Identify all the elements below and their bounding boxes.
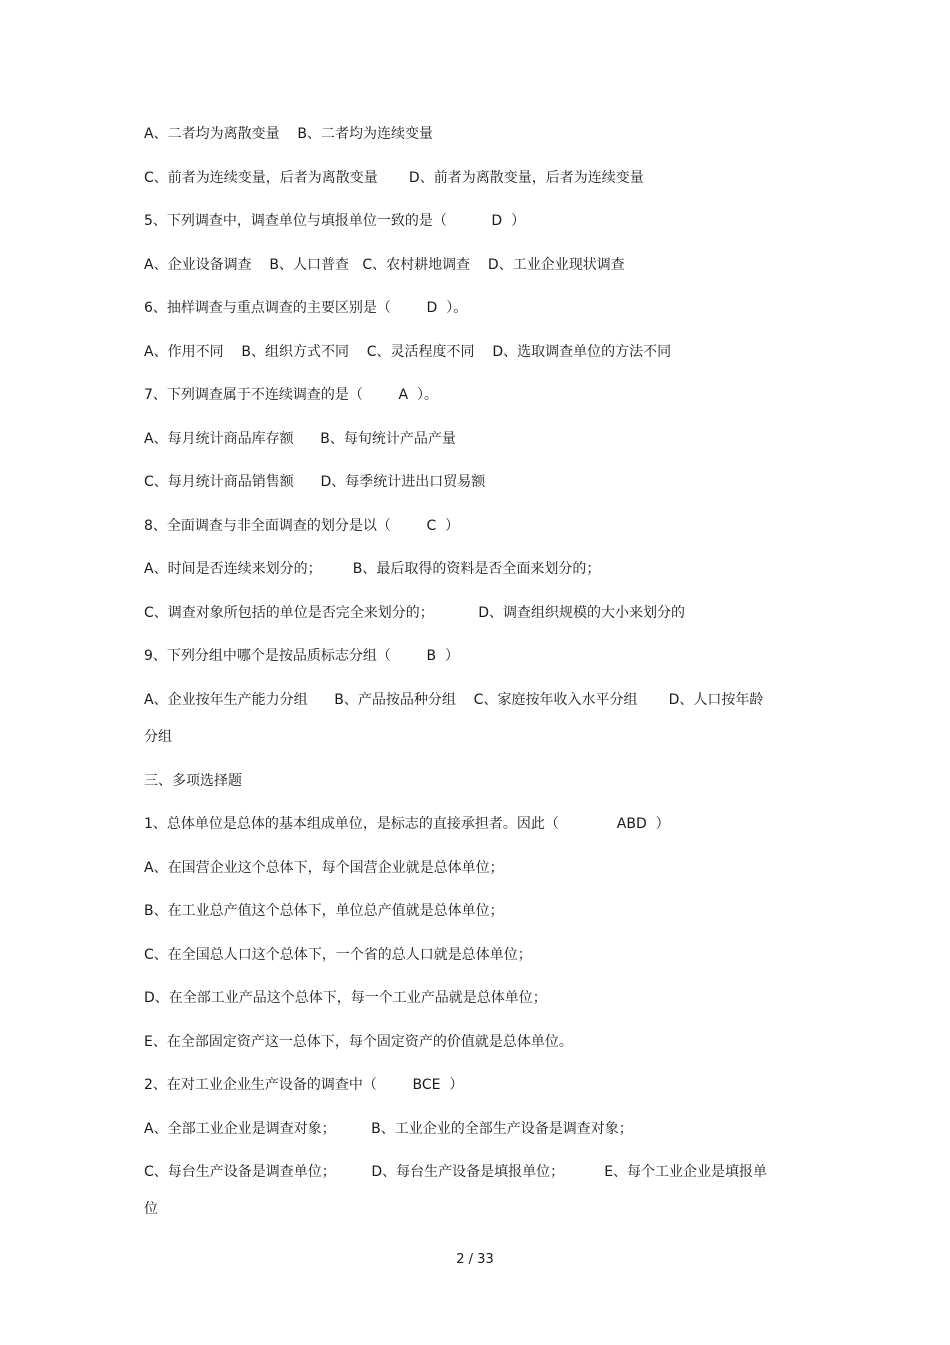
question-8-options-ab: A、时间是否连续来划分的； B、最后取得的资料是否全面来划分的； — [144, 561, 601, 577]
question-6: 6、抽样调查与重点调查的主要区别是（ D ）。 — [144, 300, 468, 316]
multi-question-2: 2、在对工业企业生产设备的调查中（ BCE ） — [144, 1077, 464, 1093]
question-9-options-cont: 分组 — [144, 729, 172, 745]
multi-question-1-option-e: E、在全部固定资产这一总体下，每个固定资产的价值就是总体单位。 — [144, 1034, 573, 1050]
option-line-c-d: C、前者为连续变量，后者为离散变量 D、前者为离散变量，后者为连续变量 — [144, 170, 644, 186]
multi-question-1-option-c: C、在全国总人口这个总体下，一个省的总人口就是总体单位； — [144, 947, 532, 963]
page-number: 2 / 33 — [456, 1252, 494, 1267]
multi-question-2-options-ab: A、全部工业企业是调查对象； B、工业企业的全部生产设备是调查对象； — [144, 1121, 633, 1137]
option-line-a-b: A、二者均为离散变量 B、二者均为连续变量 — [144, 126, 433, 142]
question-7-options-cd: C、每月统计商品销售额 D、每季统计进出口贸易额 — [144, 474, 486, 490]
question-6-options: A、作用不同 B、组织方式不同 C、灵活程度不同 D、选取调查单位的方法不同 — [144, 344, 672, 360]
multi-question-2-options-cde: C、每台生产设备是调查单位； D、每台生产设备是填报单位； E、每个工业企业是填报单 — [144, 1164, 768, 1180]
question-8-options-cd: C、调查对象所包括的单位是否完全来划分的； D、调查组织规模的大小来划分的 — [144, 605, 686, 621]
multi-question-1: 1、总体单位是总体的基本组成单位，是标志的直接承担者。因此（ ABD ） — [144, 816, 670, 832]
multi-question-1-option-a: A、在国营企业这个总体下，每个国营企业就是总体单位； — [144, 860, 504, 876]
multi-question-1-option-b: B、在工业总产值这个总体下，单位总产值就是总体单位； — [144, 903, 504, 919]
question-9-options: A、企业按年生产能力分组 B、产品按品种分组 C、家庭按年收入水平分组 D、人口按年龄 — [144, 692, 764, 708]
question-8: 8、全面调查与非全面调查的划分是以（ C ） — [144, 518, 460, 534]
question-5: 5、下列调查中，调查单位与填报单位一致的是（ D ） — [144, 213, 526, 229]
section-heading: 三、多项选择题 — [144, 773, 242, 789]
question-5-options: A、企业设备调查 B、人口普查 C、农村耕地调查 D、工业企业现状调查 — [144, 257, 625, 273]
multi-question-2-options-cont: 位 — [144, 1201, 158, 1217]
question-9: 9、下列分组中哪个是按品质标志分组（ B ） — [144, 648, 460, 664]
multi-question-1-option-d: D、在全部工业产品这个总体下，每一个工业产品就是总体单位； — [144, 990, 547, 1006]
question-7: 7、下列调查属于不连续调查的是（ A ）。 — [144, 387, 438, 403]
question-7-options-ab: A、每月统计商品库存额 B、每旬统计产品产量 — [144, 431, 456, 447]
